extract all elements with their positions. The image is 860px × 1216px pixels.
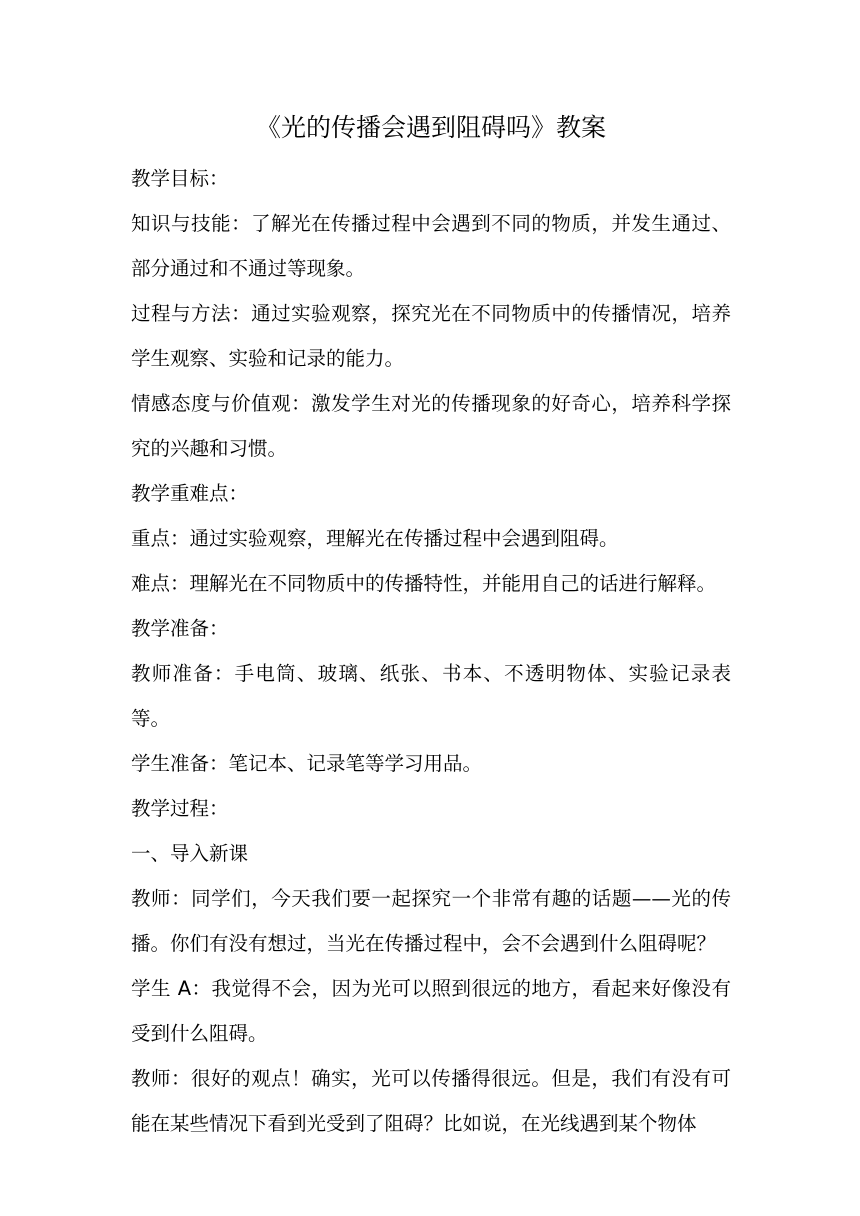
paragraph-key-point: 重点：通过实验观察，理解光在传播过程中会遇到阻碍。 bbox=[131, 527, 619, 550]
section-heading-process: 教学过程： bbox=[131, 797, 229, 820]
section-heading-objectives: 教学目标： bbox=[131, 167, 229, 190]
paragraph-teacher-dialogue-2: 教师：很好的观点！确实，光可以传播得很远。但是，我们有没有可能在某些情况下看到光受到了阻碍？比如说，在光线遇到某个物体 bbox=[131, 1067, 731, 1135]
paragraph-student-a-dialogue: 学生 A：我觉得不会，因为光可以照到很远的地方，看起来好像没有受到什么阻碍。 bbox=[131, 977, 731, 1045]
paragraph-student-preparation: 学生准备：笔记本、记录笔等学习用品。 bbox=[131, 752, 483, 775]
paragraph-difficult-point: 难点：理解光在不同物质中的传播特性，并能用自己的话进行解释。 bbox=[131, 572, 717, 595]
subsection-heading-introduction: 一、导入新课 bbox=[131, 842, 249, 865]
paragraph-attitude-values: 情感态度与价值观：激发学生对光的传播现象的好奇心，培养科学探究的兴趣和习惯。 bbox=[131, 392, 731, 460]
paragraph-process-methods: 过程与方法：通过实验观察，探究光在不同物质中的传播情况，培养学生观察、实验和记录的能力。 bbox=[131, 302, 731, 370]
paragraph-teacher-preparation: 教师准备：手电筒、玻璃、纸张、书本、不透明物体、实验记录表等。 bbox=[131, 662, 731, 730]
document-title: 《光的传播会遇到阻碍吗》教案 bbox=[255, 113, 606, 142]
section-heading-key-points: 教学重难点： bbox=[131, 482, 249, 505]
paragraph-teacher-dialogue-1: 教师：同学们，今天我们要一起探究一个非常有趣的话题——光的传播。你们有没有想过，当光在传播过程中，会不会遇到什么阻碍呢？ bbox=[131, 887, 731, 955]
document-body bbox=[131, 100, 731, 1146]
paragraph-knowledge-skills: 知识与技能：了解光在传播过程中会遇到不同的物质，并发生通过、部分通过和不通过等现象。 bbox=[131, 212, 731, 280]
section-heading-preparation: 教学准备： bbox=[131, 617, 229, 640]
